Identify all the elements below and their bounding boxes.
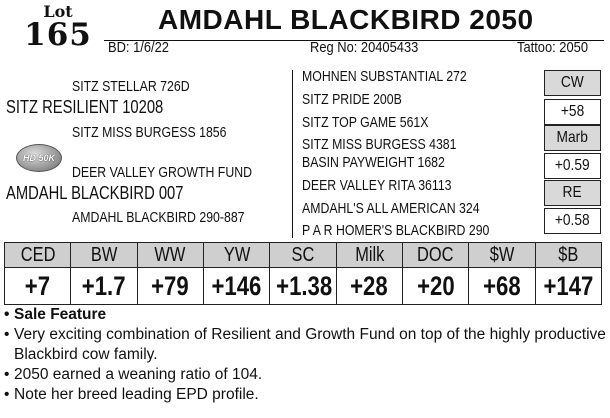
trait-value-cw: +58 (544, 99, 601, 125)
epd-header-w: $W (469, 243, 535, 268)
epd-value-bw: +1.7 (71, 268, 137, 305)
sire: SITZ RESILIENT 10208 (6, 97, 164, 117)
badge-text: HD 50K (22, 153, 55, 163)
epd-header-bw: BW (71, 243, 137, 268)
epd-value-ww: +79 (137, 268, 203, 305)
pedigree-right-item: SITZ PRIDE 200B (302, 91, 402, 108)
epd-value-ced: +7 (5, 268, 71, 305)
pedigree-right-item: BASIN PAYWEIGHT 1682 (302, 154, 445, 171)
notes-title: • Sale Feature (4, 305, 606, 325)
pedigree-right-item: MOHNEN SUBSTANTIAL 272 (302, 68, 467, 85)
sire-sire: SITZ STELLAR 726D (72, 78, 190, 95)
trait-label-cw: CW (544, 70, 601, 96)
dam-sire: DEER VALLEY GROWTH FUND (72, 164, 252, 181)
epd-table (4, 242, 602, 305)
note-item: • Note her breed leading EPD profile. (4, 385, 606, 405)
sale-notes (4, 305, 606, 405)
epd-value-yw: +146 (203, 268, 269, 305)
pedigree-right-item: DEER VALLEY RITA 36113 (302, 177, 452, 194)
animal-name: AMDAHL BLACKBIRD 2050 (158, 4, 534, 35)
trait-label-marb: Marb (544, 125, 601, 151)
lot-badge (18, 2, 98, 53)
pedigree-right-item: SITZ MISS BURGESS 4381 (302, 136, 457, 153)
epd-value-w: +68 (469, 268, 535, 305)
trait-label-re: RE (544, 180, 601, 206)
birth-date: BD: 1/6/22 (108, 39, 169, 56)
epd-value-doc: +20 (402, 268, 468, 305)
epd-header-yw: YW (203, 243, 269, 268)
dam: AMDAHL BLACKBIRD 007 (6, 183, 184, 203)
trait-value-re: +0.58 (544, 208, 601, 234)
lot-label: Lot (43, 2, 73, 21)
epd-value-b: +147 (535, 268, 601, 305)
lot-number: 165 (24, 17, 92, 53)
epd-header-b: $B (535, 243, 601, 268)
epd-header-ww: WW (137, 243, 203, 268)
note-item: • 2050 earned a weaning ratio of 104. (4, 365, 606, 385)
epd-header-doc: DOC (402, 243, 468, 268)
epd-header-milk: Milk (336, 243, 402, 268)
trait-value-marb: +0.59 (544, 153, 601, 179)
registration-number: Reg No: 20405433 (310, 39, 419, 56)
epd-value-row (5, 268, 602, 305)
pedigree-right-item: AMDAHL'S ALL AMERICAN 324 (302, 200, 480, 217)
sire-dam: SITZ MISS BURGESS 1856 (72, 124, 227, 141)
epd-header-sc: SC (270, 243, 336, 268)
pedigree-right-item: SITZ TOP GAME 561X (302, 114, 429, 131)
pedigree-divider (292, 70, 293, 238)
epd-header-ced: CED (5, 243, 71, 268)
hd50k-badge-icon (16, 144, 62, 172)
tattoo: Tattoo: 2050 (517, 39, 589, 56)
note-item: • Very exciting combination of Resilient and Growth Fund on top of the highly productive Blackbird cow family. (4, 325, 606, 365)
epd-header-row (5, 243, 602, 268)
dam-dam: AMDAHL BLACKBIRD 290-887 (72, 209, 245, 226)
pedigree-right-item: P A R HOMER'S BLACKBIRD 290 (302, 222, 490, 239)
epd-value-sc: +1.38 (270, 268, 336, 305)
epd-value-milk: +28 (336, 268, 402, 305)
